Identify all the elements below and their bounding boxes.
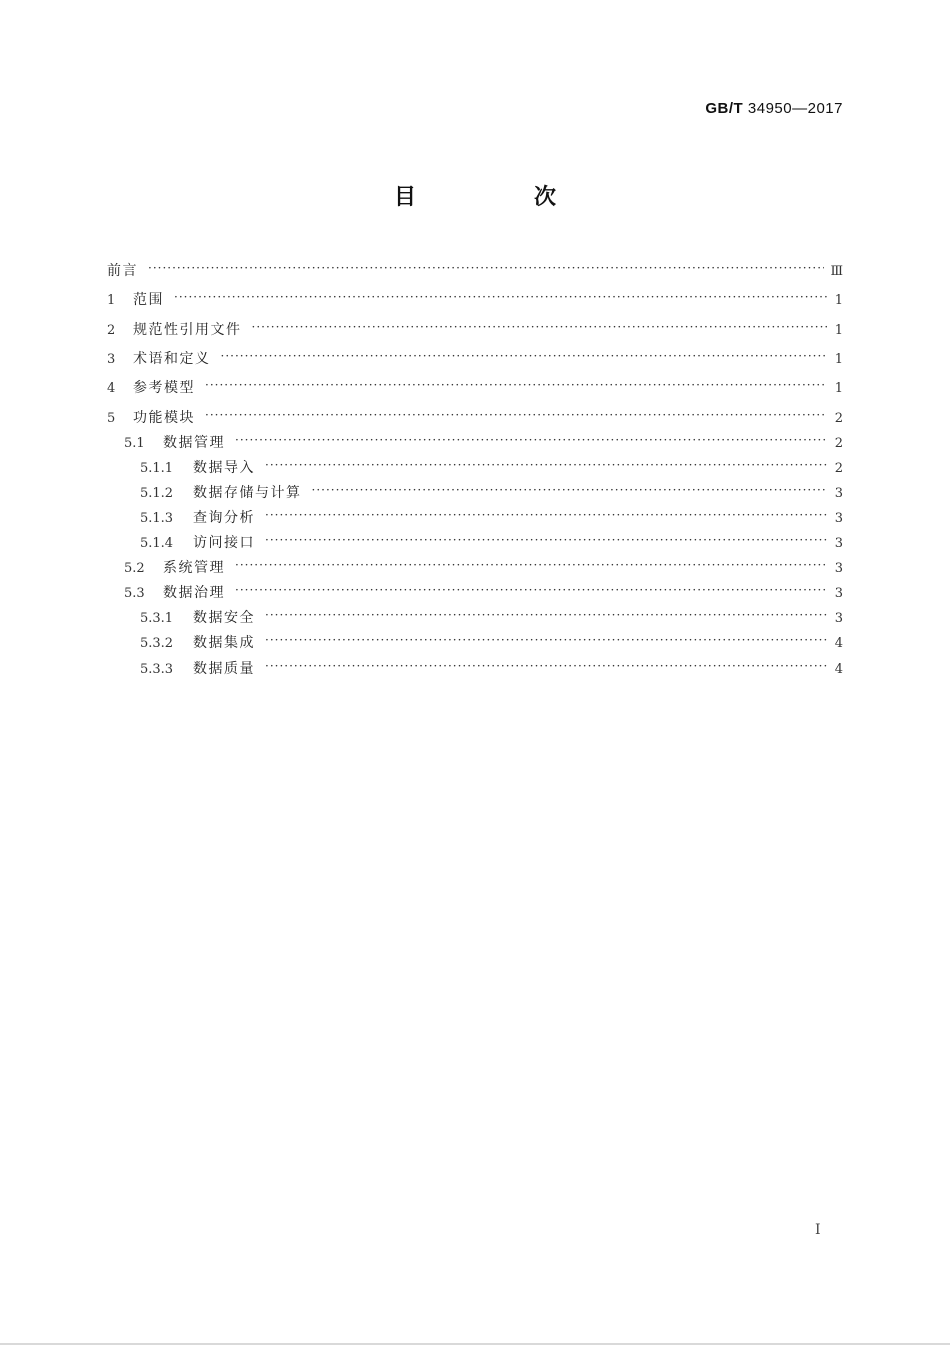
dot-leader — [265, 453, 827, 477]
toc-entry-page: 1 — [834, 323, 843, 338]
dot-leader — [252, 315, 828, 339]
toc-entry-number: 1 — [107, 293, 116, 308]
toc-entry[interactable] — [107, 376, 843, 400]
toc-entry-number: 2 — [107, 323, 116, 338]
toc-entry-number: 3 — [107, 352, 116, 367]
page-number: I — [815, 1222, 821, 1238]
toc-entry-number: 5.1.2 — [140, 486, 174, 501]
toc-entry-page: 2 — [834, 436, 843, 451]
dot-leader — [265, 528, 827, 552]
toc-entry-page: 4 — [834, 662, 843, 677]
dot-leader — [221, 344, 828, 368]
toc-entry-number: 5.2 — [124, 561, 145, 576]
toc-entry-label: 范围 — [133, 292, 164, 308]
toc-entry[interactable] — [107, 657, 843, 681]
toc-entry[interactable] — [107, 506, 843, 530]
toc-entry-label: 前言 — [107, 263, 138, 279]
toc-entry-page: 2 — [834, 461, 843, 476]
toc-entry-number: 5.1 — [124, 436, 145, 451]
standard-code — [705, 100, 843, 117]
toc-entry-page: 2 — [834, 411, 843, 426]
toc-entry-number: 5.3.1 — [140, 611, 174, 626]
dot-leader — [265, 503, 827, 527]
toc-entry-page: 3 — [834, 561, 843, 576]
dot-leader — [235, 428, 827, 452]
dot-leader — [148, 256, 824, 280]
toc-entry-number: 5.3.2 — [140, 636, 174, 651]
toc-entry-label: 规范性引用文件 — [133, 322, 242, 338]
dot-leader — [265, 654, 827, 678]
toc-entry-number: 5.1.3 — [140, 511, 174, 526]
toc-entry-label: 访问接口 — [193, 535, 255, 551]
toc-entry-page: 4 — [834, 636, 843, 651]
toc-entry[interactable] — [107, 481, 843, 505]
toc-entry-number: 5.3 — [124, 586, 145, 601]
toc-entry[interactable] — [107, 581, 843, 605]
toc-entry-label: 参考模型 — [133, 380, 195, 396]
dot-leader — [174, 285, 827, 309]
toc-entry[interactable] — [107, 556, 843, 580]
toc-entry-label: 数据集成 — [193, 635, 255, 651]
toc-entry-page: 3 — [834, 611, 843, 626]
toc-entry-label: 查询分析 — [193, 510, 255, 526]
toc-entry-number: 5 — [107, 411, 116, 426]
toc-entry-label: 功能模块 — [133, 410, 195, 426]
toc-entry-page: 3 — [834, 486, 843, 501]
toc-title: 目 次 — [393, 185, 604, 210]
dot-leader — [235, 553, 827, 577]
dot-leader — [265, 603, 827, 627]
toc-entry-label: 数据治理 — [163, 585, 225, 601]
standard-code-number: 34950—2017 — [747, 100, 843, 117]
toc-entry-label: 术语和定义 — [133, 351, 211, 367]
toc-entry[interactable] — [107, 406, 843, 430]
toc-entry-page: 3 — [834, 536, 843, 551]
toc-entry-number: 5.1.1 — [140, 461, 174, 476]
toc-entry-page: 1 — [834, 352, 843, 367]
toc-entry[interactable] — [107, 606, 843, 630]
toc-entry-page: 3 — [834, 511, 843, 526]
toc-entry-label: 数据安全 — [193, 610, 255, 626]
dot-leader — [205, 403, 827, 427]
toc-entry-label: 系统管理 — [163, 560, 225, 576]
toc-entry[interactable] — [107, 531, 843, 555]
toc-entry-page: 3 — [834, 586, 843, 601]
toc-entry-page: 1 — [834, 381, 843, 396]
toc-entry[interactable] — [107, 318, 843, 342]
toc-entry[interactable] — [107, 288, 843, 312]
toc-entry-page: 1 — [834, 293, 843, 308]
dot-leader — [235, 578, 827, 602]
dot-leader — [205, 373, 827, 397]
toc-entry-number: 5.1.4 — [140, 536, 174, 551]
toc-entry[interactable] — [107, 631, 843, 655]
toc-entry[interactable] — [107, 347, 843, 371]
toc-entry-page: Ⅲ — [830, 264, 843, 279]
toc-entry-label: 数据存储与计算 — [193, 485, 302, 501]
toc-entry[interactable] — [107, 431, 843, 455]
toc-entry-label: 数据管理 — [163, 435, 225, 451]
dot-leader — [312, 478, 828, 502]
toc-entry[interactable] — [107, 259, 843, 283]
toc-entry[interactable] — [107, 456, 843, 480]
toc-entry-label: 数据质量 — [193, 661, 255, 677]
dot-leader — [265, 628, 827, 652]
toc-entry-number: 5.3.3 — [140, 662, 174, 677]
toc-entry-number: 4 — [107, 381, 116, 396]
standard-code-prefix: GB/T — [705, 100, 744, 117]
toc-entry-label: 数据导入 — [193, 460, 255, 476]
